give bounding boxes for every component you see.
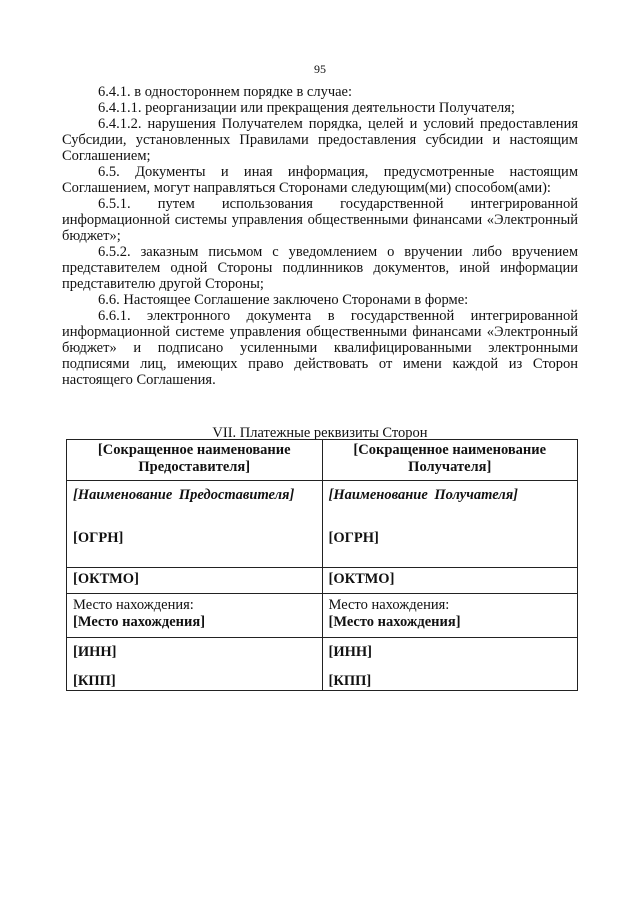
recipient-name: [Наименование Получателя] bbox=[328, 487, 519, 503]
recipient-oktmo: [ОКТМО] bbox=[322, 568, 578, 594]
recipient-location-label: Место нахождения: bbox=[328, 597, 450, 613]
paragraph-6-4-1-2: 6.4.1.2. нарушения Получателем порядка, целей и условий предоставления Субсидии, установленных Правилами предоставления субсидии и настоящим Соглашением; bbox=[62, 116, 578, 164]
agreement-text bbox=[62, 84, 578, 388]
paragraph-6-5-2: 6.5.2. заказным письмом с уведомлением о вручении либо вручением представителем одной Стороны подлинников документов, иной информации представителю другой Стороны; bbox=[62, 244, 578, 292]
provider-ogrn: [ОГРН] bbox=[73, 530, 124, 546]
provider-location-label: Место нахождения: bbox=[73, 597, 194, 613]
recipient-ogrn: [ОГРН] bbox=[328, 530, 379, 546]
recipient-location-cell bbox=[322, 594, 578, 638]
provider-header: [Сокращенное наименование Предоставителя] bbox=[67, 440, 323, 481]
provider-location-value: [Место нахождения] bbox=[73, 614, 206, 630]
paragraph-6-6-1: 6.6.1. электронного документа в государственной интегрированной информационной системе управления общественными финансами «Электронный бюджет» и подписано усиленными квалифицированными электронными подписями лиц, имеющих право действовать от имени каждой из Сторон настоящего Соглашения. bbox=[62, 308, 578, 388]
recipient-location-value: [Место нахождения] bbox=[328, 614, 461, 630]
provider-name: [Наименование Предоставителя] bbox=[73, 487, 295, 503]
recipient-inn: [ИНН] bbox=[328, 644, 372, 660]
provider-inn-cell bbox=[67, 638, 323, 691]
table-row bbox=[67, 594, 578, 638]
recipient-inn-cell bbox=[322, 638, 578, 691]
paragraph-6-6: 6.6. Настоящее Соглашение заключено Сторонами в форме: bbox=[98, 292, 469, 308]
section-title: VII. Платежные реквизиты Сторон bbox=[212, 425, 428, 441]
table-row bbox=[67, 440, 578, 481]
table-row bbox=[67, 638, 578, 691]
paragraph-6-4-1-1: 6.4.1.1. реорганизации или прекращения деятельности Получателя; bbox=[98, 100, 515, 116]
provider-inn: [ИНН] bbox=[73, 644, 117, 660]
recipient-kpp: [КПП] bbox=[328, 673, 372, 689]
provider-kpp: [КПП] bbox=[73, 673, 116, 689]
page-number: 95 bbox=[314, 62, 326, 76]
recipient-name-cell bbox=[322, 481, 578, 568]
provider-location-cell bbox=[67, 594, 323, 638]
table-row bbox=[67, 481, 578, 568]
provider-name-cell bbox=[67, 481, 323, 568]
paragraph-6-4-1: 6.4.1. в одностороннем порядке в случае: bbox=[98, 84, 353, 100]
paragraph-6-5-1: 6.5.1. путем использования государственной интегрированной информационной системы управления общественными финансами «Электронный бюджет»; bbox=[62, 196, 578, 244]
table-row bbox=[67, 568, 578, 594]
provider-oktmo: [ОКТМО] bbox=[67, 568, 323, 594]
paragraph-6-5: 6.5. Документы и иная информация, предусмотренные настоящим Соглашением, могут направляться Сторонами следующим(ми) способом(ами): bbox=[62, 164, 578, 196]
requisites-table bbox=[66, 439, 578, 691]
recipient-header: [Сокращенное наименование Получателя] bbox=[322, 440, 578, 481]
